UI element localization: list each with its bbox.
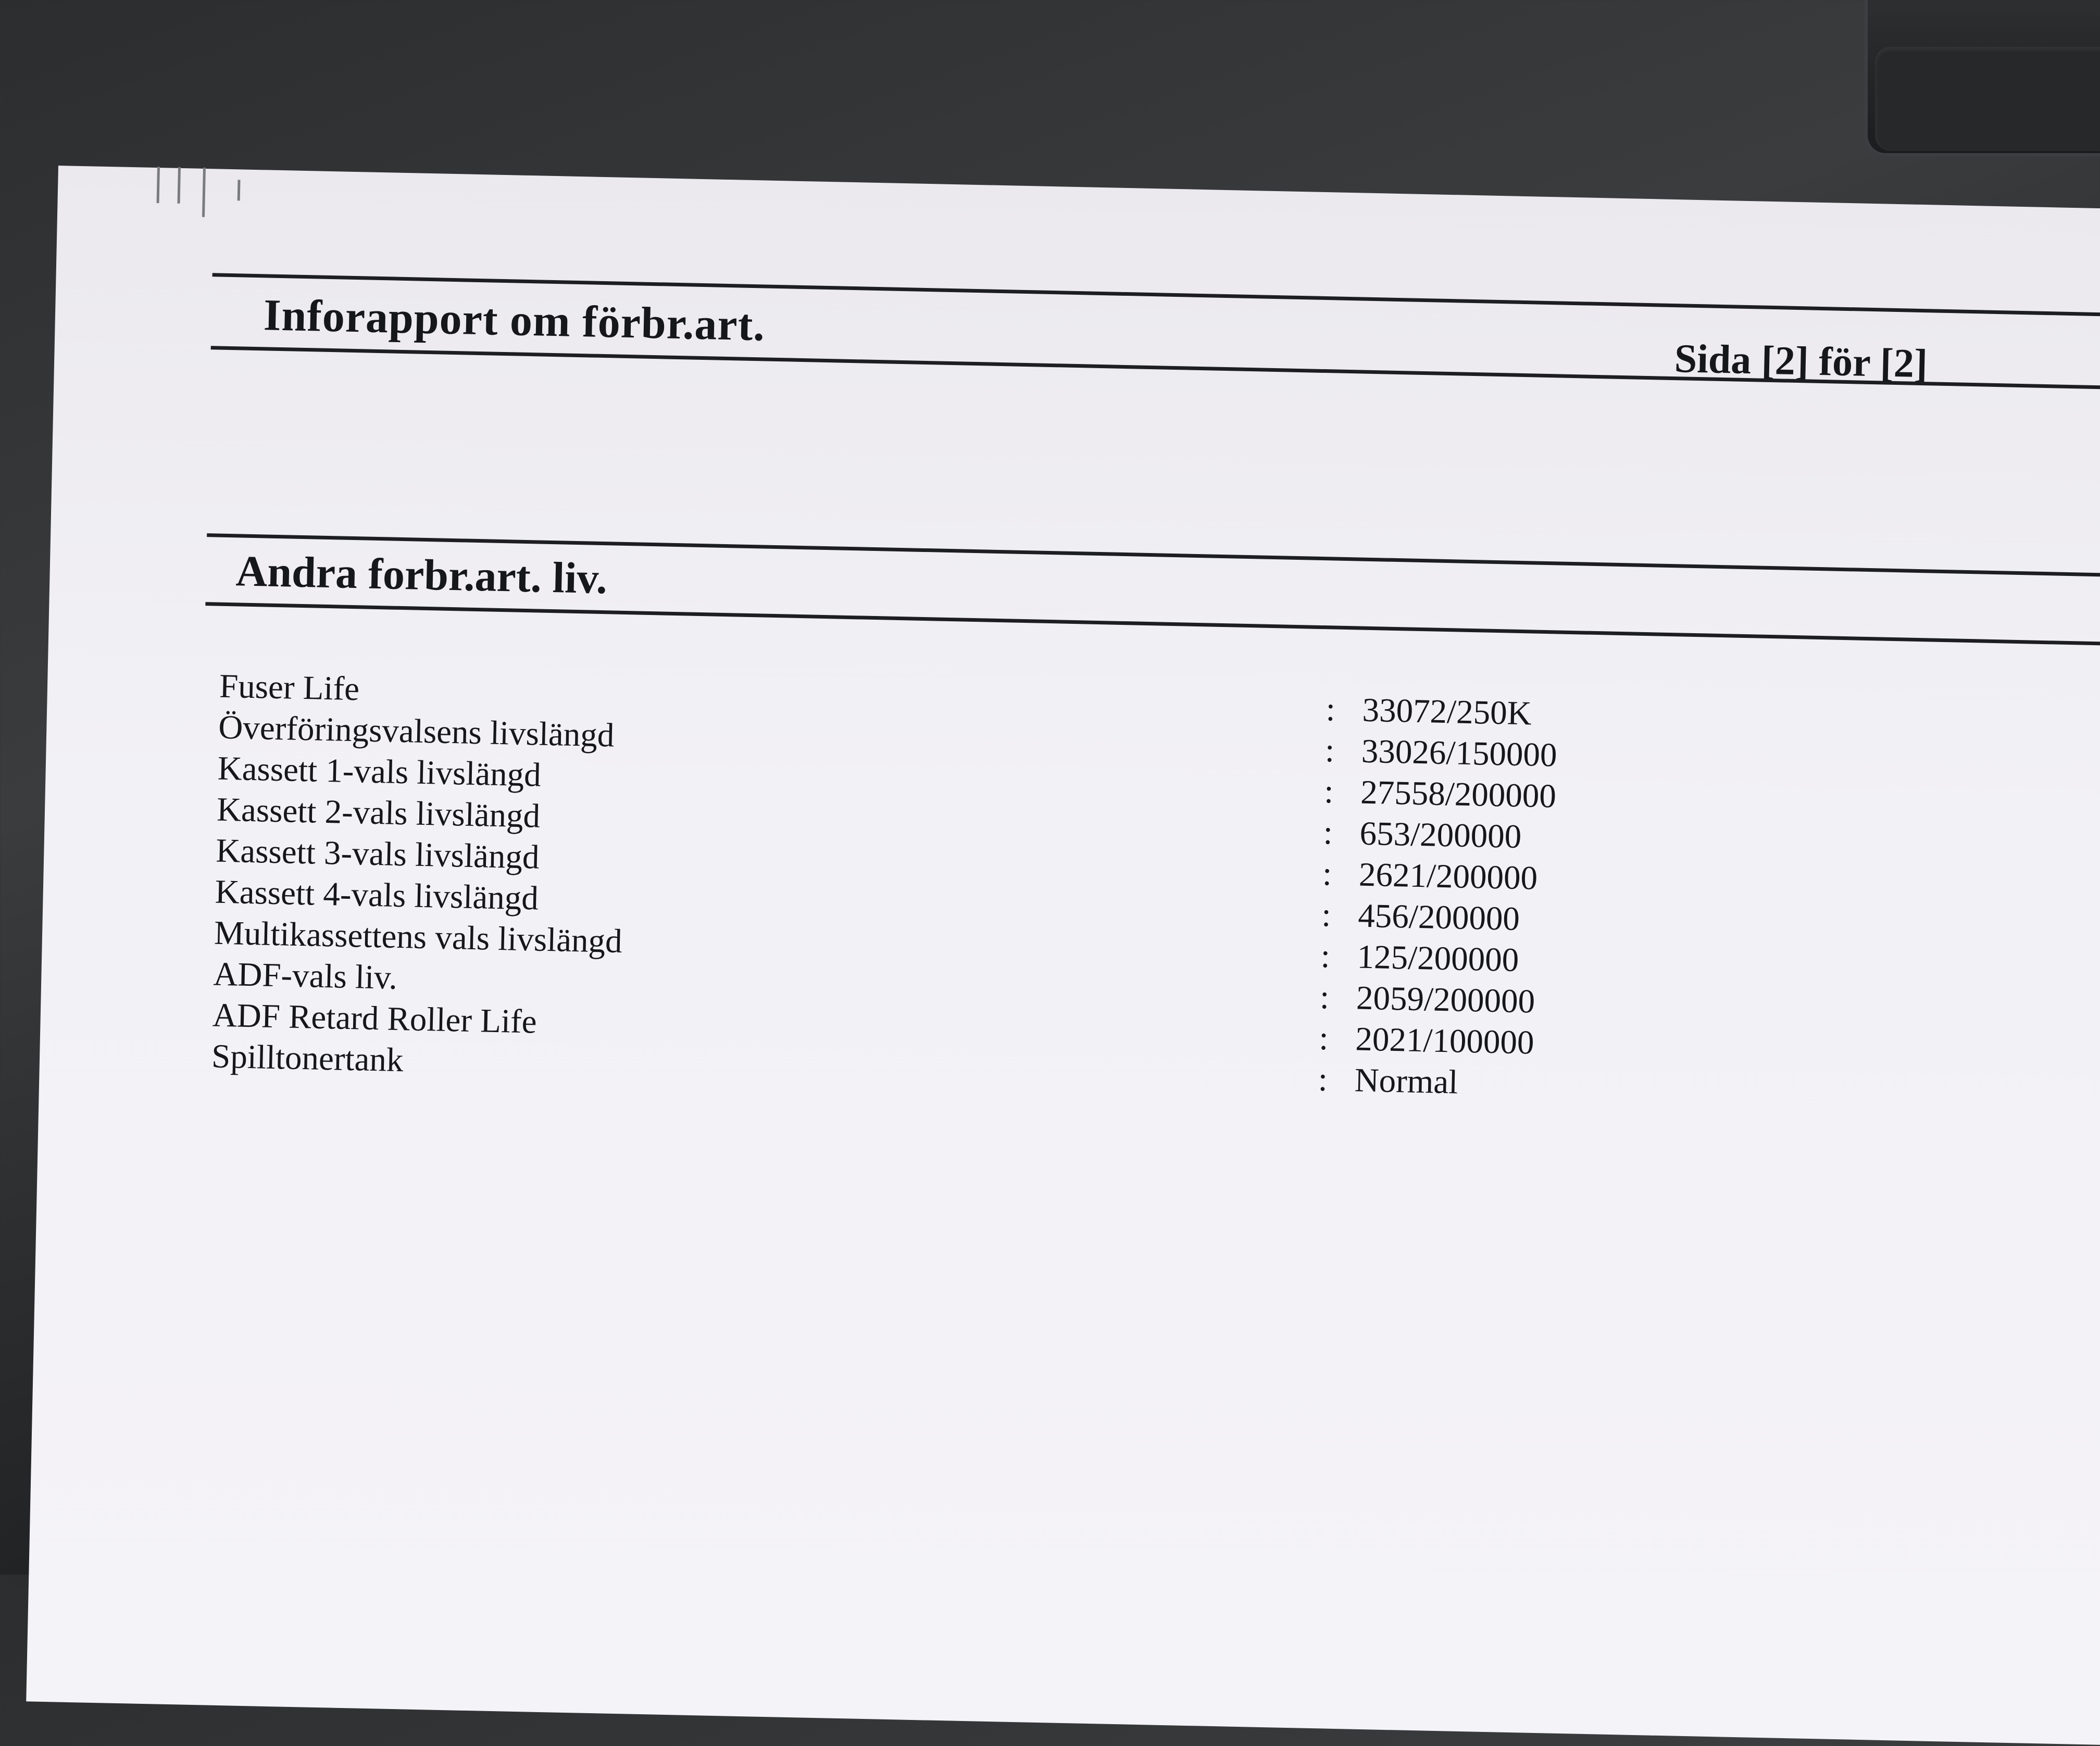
item-label: Kassett 2-vals livslängd [216, 790, 541, 835]
item-label: ADF-vals liv. [213, 955, 398, 997]
item-value: 653/200000 [1359, 814, 1522, 856]
report-title: Inforapport om förbr.art. [263, 290, 766, 350]
item-separator: : [1324, 732, 1335, 770]
item-label: Kassett 4-vals livslängd [215, 873, 539, 918]
item-value: 2059/200000 [1356, 979, 1535, 1021]
item-value: 2621/200000 [1358, 856, 1538, 897]
item-separator: : [1321, 896, 1332, 934]
item-label: Kassett 1-vals livslängd [217, 749, 542, 794]
report-sheet [26, 166, 2100, 1746]
item-label: Spilltonertank [211, 1037, 404, 1079]
item-value: 33026/150000 [1361, 732, 1558, 774]
section-bottom-rule [205, 602, 2100, 647]
perforation-mark [157, 167, 160, 203]
item-separator: : [1322, 814, 1333, 852]
item-value: 27558/200000 [1360, 773, 1557, 815]
item-value: Normal [1354, 1061, 1459, 1101]
item-label: Fuser Life [219, 667, 360, 708]
item-separator: : [1323, 773, 1334, 811]
item-separator: : [1318, 1020, 1329, 1058]
item-value: 456/200000 [1357, 897, 1520, 938]
item-separator: : [1325, 690, 1336, 728]
device-notch [1875, 47, 2100, 151]
perforation-mark [238, 180, 241, 200]
item-separator: : [1322, 855, 1332, 893]
item-label: ADF Retard Roller Life [212, 996, 538, 1041]
item-value: 125/200000 [1356, 938, 1519, 979]
item-separator: : [1320, 937, 1331, 975]
consumables-list [211, 667, 1886, 1113]
item-separator: : [1319, 978, 1330, 1016]
item-value: 2021/100000 [1355, 1020, 1535, 1062]
item-separator: : [1318, 1061, 1328, 1099]
perforation-mark [202, 168, 206, 217]
perforation-mark [178, 167, 181, 204]
page-indicator: Sida [2] för [2] [1674, 335, 1928, 386]
item-label: Multikassettens vals livslängd [214, 914, 623, 960]
item-value: 33072/250K [1361, 691, 1532, 733]
section-title: Andra forbr.art. liv. [235, 547, 608, 604]
item-label: Överföringsvalsens livslängd [218, 708, 615, 755]
item-label: Kassett 3-vals livslängd [215, 832, 540, 876]
